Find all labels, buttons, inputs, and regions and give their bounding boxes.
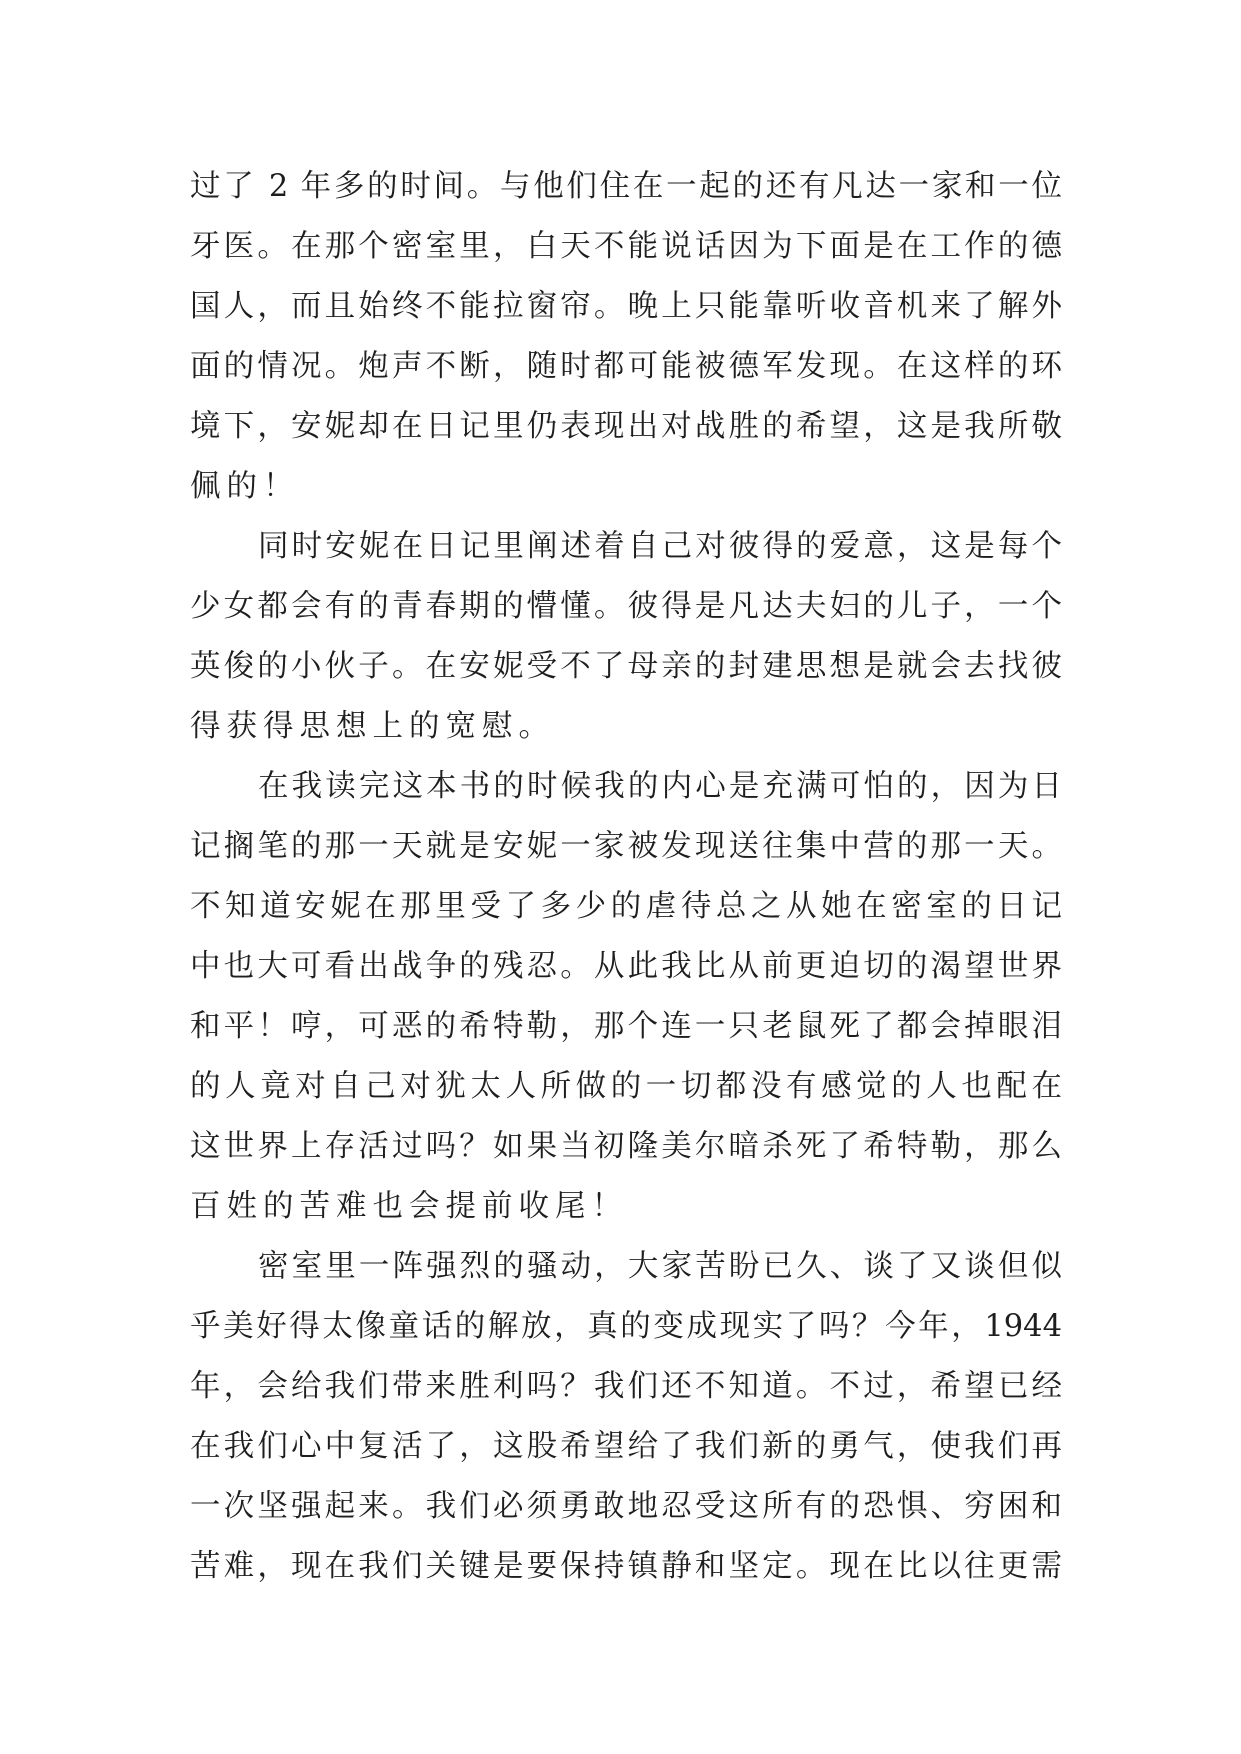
text-line: 少女都会有的青春期的懵懂。彼得是凡达夫妇的儿子，一个: [190, 589, 1062, 624]
text-line: 乎美好得太像童话的解放，真的变成现实了吗？今年，1944: [190, 1309, 1062, 1344]
text-line: 同时安妮在日记里阐述着自己对彼得的爱意，这是每个: [258, 529, 1062, 564]
text-line: 国人，而且始终不能拉窗帘。晚上只能靠听收音机来了解外: [190, 289, 1062, 324]
text-line: 年，会给我们带来胜利吗？我们还不知道。不过，希望已经: [190, 1369, 1062, 1404]
text-line: 密室里一阵强烈的骚动，大家苦盼已久、谈了又谈但似: [258, 1249, 1062, 1284]
text-line: 在我们心中复活了，这股希望给了我们新的勇气，使我们再: [190, 1429, 1062, 1464]
text-line: 和平！哼，可恶的希特勒，那个连一只老鼠死了都会掉眼泪: [190, 1009, 1062, 1044]
text-line: 牙医。在那个密室里，白天不能说话因为下面是在工作的德: [190, 229, 1062, 264]
text-line: 英俊的小伙子。在安妮受不了母亲的封建思想是就会去找彼: [190, 649, 1062, 684]
text-line: 面的情况。炮声不断，随时都可能被德军发现。在这样的环: [190, 349, 1062, 384]
text-line: 百姓的苦难也会提前收尾！: [190, 1189, 628, 1224]
text-line: 不知道安妮在那里受了多少的虐待总之从她在密室的日记: [190, 889, 1062, 924]
text-line: 苦难，现在我们关键是要保持镇静和坚定。现在比以往更需: [190, 1549, 1062, 1584]
text-line: 中也大可看出战争的残忍。从此我比从前更迫切的渴望世界: [190, 949, 1062, 984]
text-line: 在我读完这本书的时候我的内心是充满可怕的，因为日: [258, 769, 1062, 804]
text-line: 这世界上存活过吗？如果当初隆美尔暗杀死了希特勒，那么: [190, 1129, 1062, 1164]
text-line: 过了 2 年多的时间。与他们住在一起的还有凡达一家和一位: [190, 169, 1062, 204]
text-line: 佩的！: [190, 469, 300, 504]
text-line: 得获得思想上的宽慰。: [190, 709, 555, 744]
text-line: 境下，安妮却在日记里仍表现出对战胜的希望，这是我所敬: [190, 409, 1062, 444]
text-line: 记搁笔的那一天就是安妮一家被发现送往集中营的那一天。: [190, 829, 1062, 864]
text-line: 一次坚强起来。我们必须勇敢地忍受这所有的恐惧、穷困和: [190, 1489, 1062, 1524]
body-text: [190, 157, 1062, 1597]
text-line: 的人竟对自己对犹太人所做的一切都没有感觉的人也配在: [190, 1069, 1062, 1104]
